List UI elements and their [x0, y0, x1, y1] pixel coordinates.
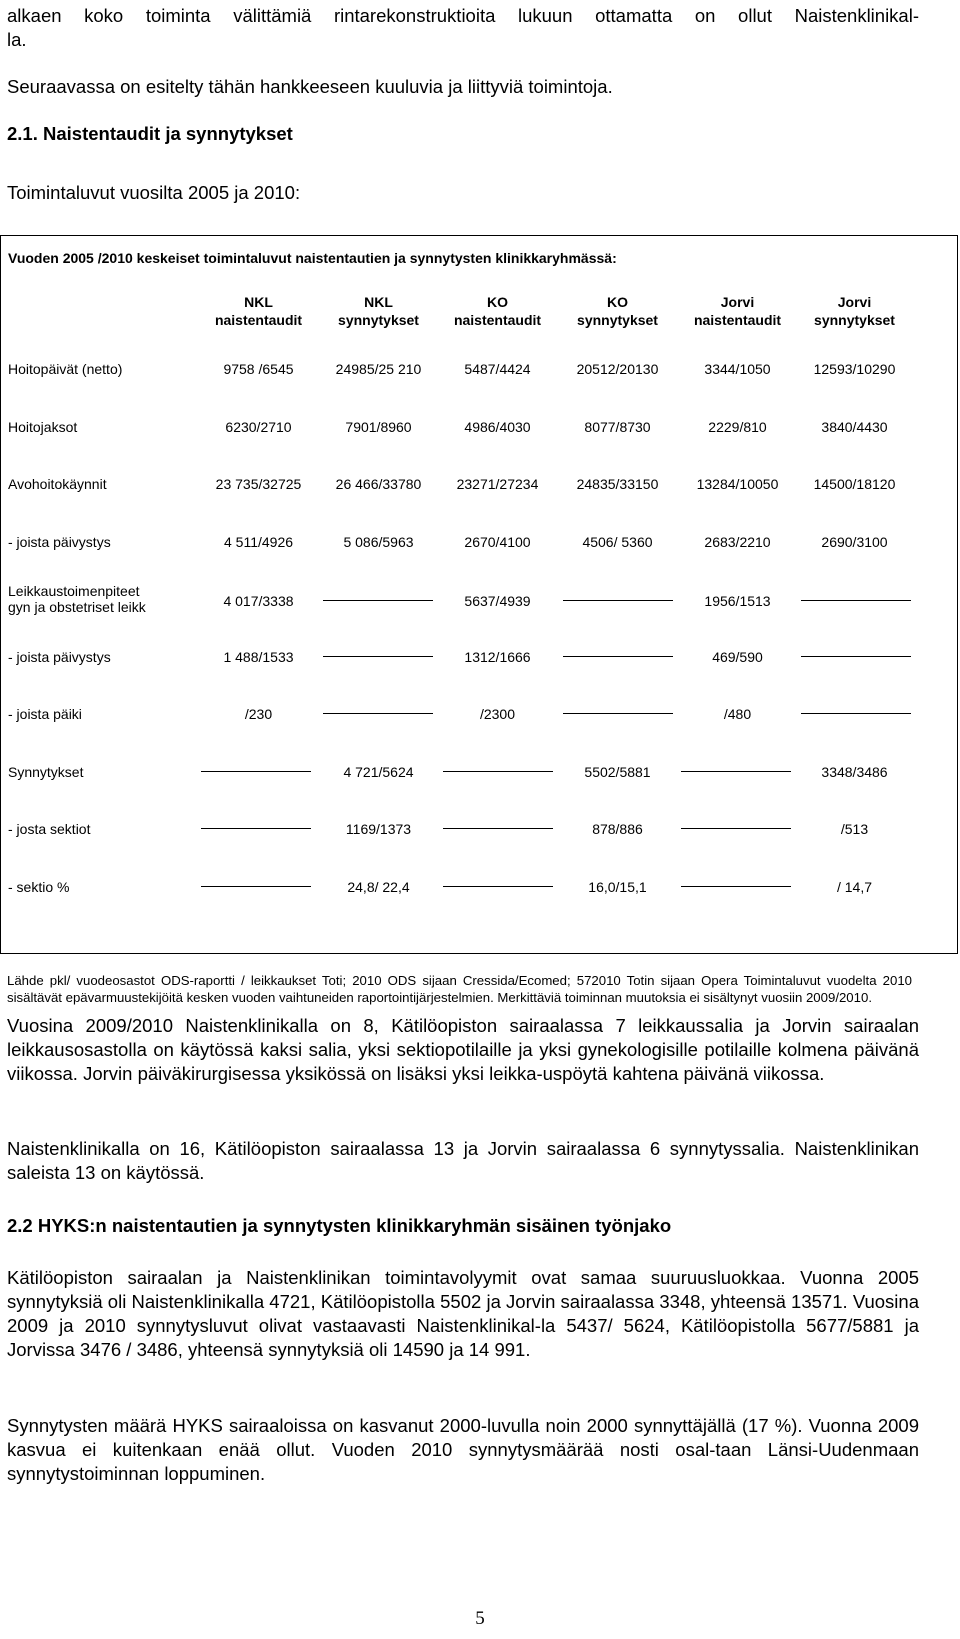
table-cell: 20512/20130 — [576, 361, 659, 377]
table-cell: 5487/4424 — [464, 361, 531, 377]
table-cell: 8077/8730 — [584, 419, 651, 435]
table-cell: 5 086/5963 — [343, 534, 414, 550]
table-cell: 1956/1513 — [704, 593, 771, 609]
empty-cell-line — [801, 600, 911, 601]
row-label: Synnytykset — [8, 764, 84, 780]
empty-cell-line — [563, 656, 673, 657]
row-label-line-1: Leikkaustoimenpiteet — [8, 583, 140, 599]
empty-cell-line — [681, 886, 791, 887]
section-2-1-heading — [7, 122, 919, 146]
table-cell: 23 735/32725 — [215, 476, 302, 492]
column-header-line-2: naistentaudit — [693, 312, 782, 328]
paragraph-volumes: Kätilöopiston sairaalan ja Naistenklinikan toimintavolyymit ovat samaa suuruusluokkaa. Vuonna 2005 synnytyksiä oli Naistenklinikalla 4721, Kätilöopistolla 5502 ja Jorvin sairaalassa 3348, yhteensä 13571. Vuosina 2009 ja 2010 synnytysluvut olivat vastaavasti Naistenklinikal-la 5437/ 5624, Kätilöopistolla 5677/5881 ja Jorvissa 3476 / 3486, yhteensä synnytyksiä oli 14590 ja 14 991. — [7, 1267, 919, 1360]
empty-cell-line — [323, 656, 433, 657]
table-cell: 3344/1050 — [704, 361, 771, 377]
empty-cell-line — [443, 886, 553, 887]
intro-paragraph-2: Seuraavassa on esitelty tähän hankkeeseen kuuluvia ja liittyviä toimintoja. — [7, 76, 613, 97]
table-cell: 24835/33150 — [576, 476, 659, 492]
table-cell: 23271/27234 — [456, 476, 539, 492]
row-label: - sektio % — [8, 879, 70, 895]
table-cell: 469/590 — [712, 649, 763, 665]
column-header — [196, 293, 321, 329]
row-label: - josta sektiot — [8, 821, 91, 837]
page-number: 5 — [475, 1608, 485, 1629]
empty-cell-line — [681, 771, 791, 772]
table-cell: 14500/18120 — [813, 476, 896, 492]
table-cell: 7901/8960 — [345, 419, 412, 435]
table-cell: 4506/ 5360 — [582, 534, 653, 550]
paragraph-delivery-rooms: Naistenklinikalla on 16, Kätilöopiston sairaalassa 13 ja Jorvin sairaalassa 6 synnytyssalia. Naistenklinikan saleista 13 on käytössä. — [7, 1138, 919, 1183]
empty-cell-line — [681, 828, 791, 829]
table-title: Vuoden 2005 /2010 keskeiset toimintaluvut naistentautien ja synnytysten klinikkaryhmässä: — [8, 250, 617, 266]
empty-cell-line — [201, 771, 311, 772]
row-label — [8, 583, 146, 615]
table-cell: 878/886 — [592, 821, 643, 837]
empty-cell-line — [801, 713, 911, 714]
intro-line-2: la. — [7, 29, 27, 50]
table-cell: 4986/4030 — [464, 419, 531, 435]
table-cell: 13284/10050 — [696, 476, 779, 492]
paragraph-operating-rooms: Vuosina 2009/2010 Naistenklinikalla on 8, Kätilöopiston sairaalassa 7 leikkaussalia ja Jorvin sairaalan leikkausosastolla on käytössä kaksi salia, yksi sektiopotilaille ja yksi gynekologisille potilaille kolmena päivänä viikossa. Jorvin päiväkirurgisessa yksikössä on lisäksi yksi leikka-uspöytä kahtena päivänä viikossa. — [7, 1015, 919, 1084]
row-label: - joista päivystys — [8, 534, 111, 550]
column-header-line-2: naistentaudit — [214, 312, 303, 328]
column-header — [675, 293, 800, 329]
table-cell: 16,0/15,1 — [588, 879, 647, 895]
table-cell: 2690/3100 — [821, 534, 888, 550]
table-cell: /513 — [840, 821, 869, 837]
column-header — [792, 293, 917, 329]
section-subtitle: Toimintaluvut vuosilta 2005 ja 2010: — [7, 182, 301, 203]
empty-cell-line — [801, 656, 911, 657]
table-cell: 6230/2710 — [225, 419, 292, 435]
source-note: Lähde pkl/ vuodeosastot ODS-raportti / leikkaukset Toti; 2010 ODS sijaan Cressida/Ecomed; 572010 Totin sijaan Opera Toimintaluvut vuodelta 2010 sisältävät epävarmuustekijöitä kesken vuoden vaihtuneiden raportointijärjestelmien. Merkittäviä toiminnan muutoksia ei sisältynyt vuosiin 2009/2010. — [7, 973, 912, 1005]
column-header — [316, 293, 441, 329]
table-cell: 4 721/5624 — [343, 764, 414, 780]
table-cell: 24985/25 210 — [335, 361, 422, 377]
column-header-line-1: KO — [487, 294, 508, 310]
table-cell: 3348/3486 — [821, 764, 888, 780]
table-cell: 5637/4939 — [464, 593, 531, 609]
table-cell: 2683/2210 — [704, 534, 771, 550]
column-header-line-1: NKL — [364, 294, 393, 310]
empty-cell-line — [201, 828, 311, 829]
row-label: - joista päiki — [8, 706, 82, 722]
table-cell: /230 — [244, 706, 273, 722]
row-label-line-2: gyn ja obstetriset leikk — [8, 599, 146, 615]
column-header-line-1: Jorvi — [837, 294, 872, 310]
table-cell: /480 — [723, 706, 752, 722]
empty-cell-line — [563, 600, 673, 601]
column-header-line-2: synnytykset — [338, 312, 419, 328]
empty-cell-line — [443, 771, 553, 772]
table-cell: 4 017/3338 — [223, 593, 294, 609]
table-cell: 2229/810 — [708, 419, 767, 435]
column-header-line-2: naistentaudit — [453, 312, 542, 328]
table-cell: 4 511/4926 — [223, 534, 294, 550]
row-label: - joista päivystys — [8, 649, 111, 665]
section-number: 2.1. — [7, 123, 38, 144]
column-header-line-1: NKL — [244, 294, 273, 310]
column-header-line-1: KO — [607, 294, 628, 310]
table-cell: 5502/5881 — [584, 764, 651, 780]
empty-cell-line — [563, 713, 673, 714]
column-header-line-2: synnytykset — [577, 312, 658, 328]
table-cell: 24,8/ 22,4 — [347, 879, 410, 895]
table-cell: 1312/1666 — [464, 649, 531, 665]
table-cell: 1 488/1533 — [223, 649, 294, 665]
table-cell: 9758 /6545 — [223, 361, 294, 377]
activity-table — [0, 235, 958, 954]
empty-cell-line — [323, 600, 433, 601]
column-header-line-1: Jorvi — [720, 294, 755, 310]
empty-cell-line — [201, 886, 311, 887]
section-2-2-heading: 2.2 HYKS:n naistentautien ja synnytysten klinikkaryhmän sisäinen työnjako — [7, 1215, 672, 1236]
row-label: Hoitojaksot — [8, 419, 78, 435]
empty-cell-line — [443, 828, 553, 829]
column-header-line-2: synnytykset — [814, 312, 895, 328]
column-header — [555, 293, 680, 329]
table-cell: 3840/4430 — [821, 419, 888, 435]
section-title: Naistentaudit ja synnytykset — [43, 123, 293, 144]
paragraph-trend: Synnytysten määrä HYKS sairaaloissa on kasvanut 2000-luvulla noin 2000 synnyttäjällä (17 %). Vuonna 2009 kasvua ei kuitenkaan enää ollut. Vuoden 2010 synnytysmäärää nosti osal-taan Länsi-Uudenmaan synnytystoiminnan loppuminen. — [7, 1415, 919, 1484]
column-header — [435, 293, 560, 329]
table-cell: / 14,7 — [836, 879, 873, 895]
table-cell: 26 466/33780 — [335, 476, 422, 492]
intro-line-1: alkaen koko toiminta välittämiä rintarekonstruktioita lukuun ottamatta on ollut Naistenklinikal- — [7, 5, 919, 26]
row-label: Hoitopäivät (netto) — [8, 361, 123, 377]
table-cell: 1169/1373 — [345, 821, 412, 837]
table-cell: 12593/10290 — [813, 361, 896, 377]
empty-cell-line — [323, 713, 433, 714]
row-label: Avohoitokäynnit — [8, 476, 107, 492]
table-cell: 2670/4100 — [464, 534, 531, 550]
table-cell: /2300 — [479, 706, 516, 722]
